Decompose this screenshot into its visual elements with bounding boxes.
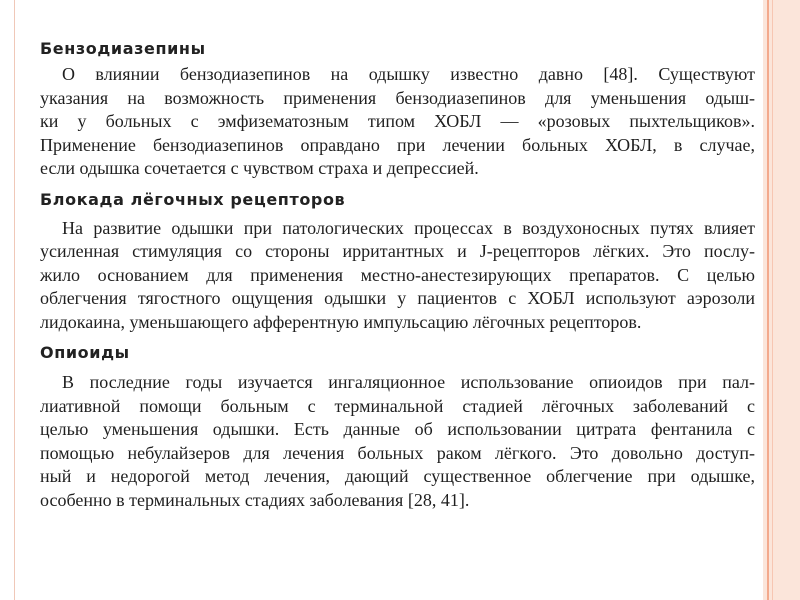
section-paragraph: [40, 217, 755, 335]
text-line: В последние годы изучается ингаляционное использование опиоидов при пал-: [62, 372, 755, 392]
section-lung-receptor-blockade: [40, 189, 755, 335]
text-line: если одышка сочетается с чувством страха и депрессией.: [40, 158, 479, 178]
section-benzodiazepines: [40, 38, 755, 181]
frame-right-line: [767, 0, 769, 600]
section-paragraph: [40, 371, 755, 512]
text-line: усиленная стимуляция со стороны ирритантных и J-рецепторов лёгких. Это послу-: [40, 241, 755, 261]
section-title: Бензодиазепины: [40, 39, 206, 58]
text-line: О влиянии бензодиазепинов на одышку известно давно [48]. Существуют: [62, 64, 755, 84]
text-line: облегчения тягостного ощущения одышки у пациентов с ХОБЛ используют аэрозоли: [40, 288, 755, 308]
text-line: целью уменьшения одышки. Есть данные об использовании цитрата фентанила с: [40, 419, 755, 439]
text-line: лиативной помощи больным с терминальной стадией лёгочных заболеваний с: [40, 395, 755, 416]
text-line: жило основанием для применения местно-анестезирующих препаратов. С целью: [40, 264, 755, 285]
text-line: лидокаина, уменьшающего афферентную импульсацию лёгочных рецепторов.: [40, 311, 642, 332]
section-title: Блокада лёгочных рецепторов: [40, 189, 346, 209]
section-paragraph: [40, 63, 755, 181]
section-title: Опиоиды: [40, 343, 130, 362]
frame-right-line: [772, 0, 773, 600]
text-line: ки у больных с эмфизематозным типом ХОБЛ — «розовых пыхтельщиков».: [40, 111, 755, 131]
section-opioids: [40, 342, 755, 512]
text-line: ный и недорогой метод лечения, дающий существенное облегчение при одышке,: [40, 466, 755, 486]
text-line: Применение бензодиазепинов оправдано при лечении больных ХОБЛ, в случае,: [40, 134, 755, 155]
document-content: [40, 38, 755, 512]
text-line: особенно в терминальных стадиях заболевания [28, 41].: [40, 489, 470, 510]
text-line: На развитие одышки при патологических процессах в воздухоносных путях влияет: [62, 217, 755, 238]
text-line: указания на возможность применения бензодиазепинов для уменьшения одыш-: [40, 87, 755, 108]
text-line: помощью небулайзеров для лечения больных раком лёгкого. Это довольно доступ-: [40, 442, 755, 463]
frame-left-border: [14, 0, 15, 600]
